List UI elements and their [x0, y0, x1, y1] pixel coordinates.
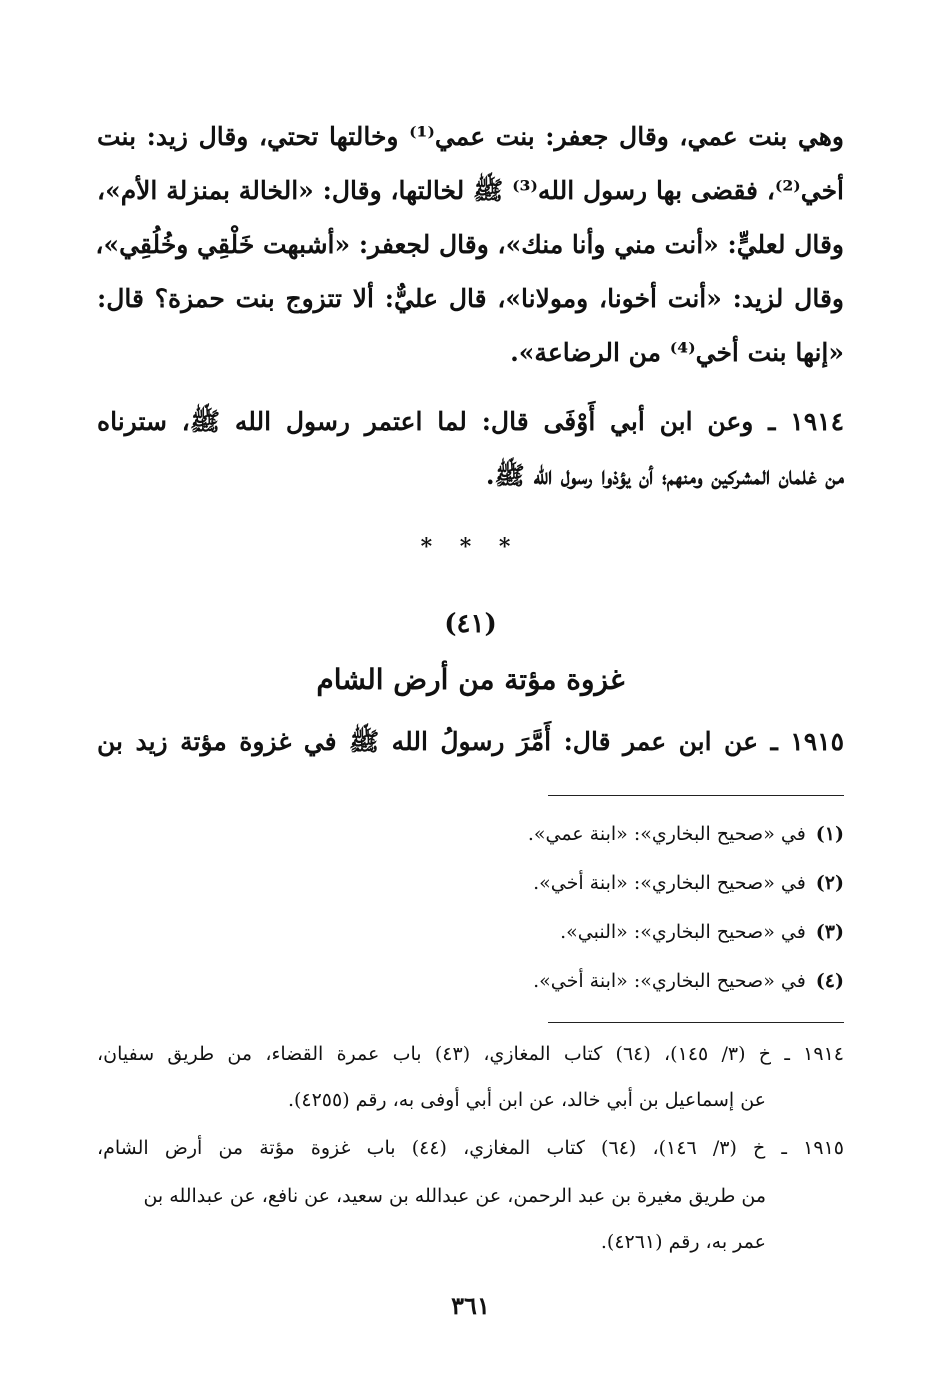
body-line-5: «إنها بنت أخي⁽⁴⁾ من الرضاعة». [510, 338, 844, 367]
hadith-1914-line-1: ١٩١٤ ـ وعن ابن أبي أَوْفَى قال: لما اعتمر رسول الله ﷺ، سترناه [97, 407, 844, 436]
sources-divider [548, 1022, 844, 1023]
hadith-1915-line-1: ١٩١٥ ـ عن ابن عمر قال: أَمَّرَ رسولُ الله ﷺ في غزوة مؤتة زيد بن [97, 727, 844, 756]
chapter-number: (٤١) [444, 609, 497, 639]
footnote-number: (٣) [815, 921, 844, 943]
source-1915-line-1: ١٩١٥ ـ خ (٣/ ١٤٦)، (٦٤) كتاب المغازي، (٤٤) باب غزوة مؤتة من أرض الشام، [97, 1137, 844, 1159]
source-1915-line-3: عمر به، رقم (٤٢٦١). [600, 1231, 766, 1253]
footnote-number: (٢) [815, 872, 844, 894]
footnote-4 [533, 966, 844, 996]
footnote-divider [548, 795, 844, 796]
source-1914-line-2: عن إسماعيل بن أبي خالد، عن ابن أبي أوفى به، رقم (٤٢٥٥). [287, 1089, 766, 1111]
footnote-text: في «صحيح البخاري»: «ابنة عمي». [527, 823, 806, 845]
source-1914-line-1: ١٩١٤ ـ خ (٣/ ١٤٥)، (٦٤) كتاب المغازي، (٤٣) باب عمرة القضاء، من طريق سفيان، [97, 1043, 844, 1065]
footnote-text: في «صحيح البخاري»: «النبي». [560, 921, 806, 943]
source-1915-line-2: من طريق مغيرة بن عبد الرحمن، عن عبدالله بن سعيد، عن نافع، عن عبدالله بن [143, 1185, 766, 1207]
footnote-text: في «صحيح البخاري»: «ابنة أخي». [533, 970, 806, 992]
section-separator: * * * [420, 534, 521, 560]
body-line-2: أخي⁽²⁾، فقضى بها رسول الله⁽³⁾ ﷺ لخالتها، وقال: «الخالة بمنزلة الأم»، [97, 176, 844, 205]
body-line-1: وهي بنت عمي، وقال جعفر: بنت عمي⁽¹⁾ وخالتها تحتي، وقال زيد: بنت [97, 122, 844, 151]
chapter-title: غزوة مؤتة من أرض الشام [316, 663, 625, 696]
hadith-1914-line-2: من غلمان المشركين ومنهم؛ أن يؤذوا رسول الله ﷺ. [485, 461, 844, 490]
footnote-number: (٤) [815, 970, 844, 992]
footnote-number: (١) [815, 823, 844, 845]
footnote-text: في «صحيح البخاري»: «ابنة أخي». [533, 872, 806, 894]
footnote-2 [533, 868, 844, 898]
body-line-3: وقال لعليٍّ: «أنت مني وأنا منك»، وقال لجعفر: «أشبهت خَلْقِي وخُلُقِي»، [95, 230, 844, 259]
footnote-1 [528, 819, 844, 849]
page-number: ٣٦١ [451, 1291, 490, 1320]
footnote-3 [560, 917, 844, 947]
body-line-4: وقال لزيد: «أنت أخونا، ومولانا»، قال عليٌّ: ألا تتزوج بنت حمزة؟ قال: [97, 284, 844, 313]
